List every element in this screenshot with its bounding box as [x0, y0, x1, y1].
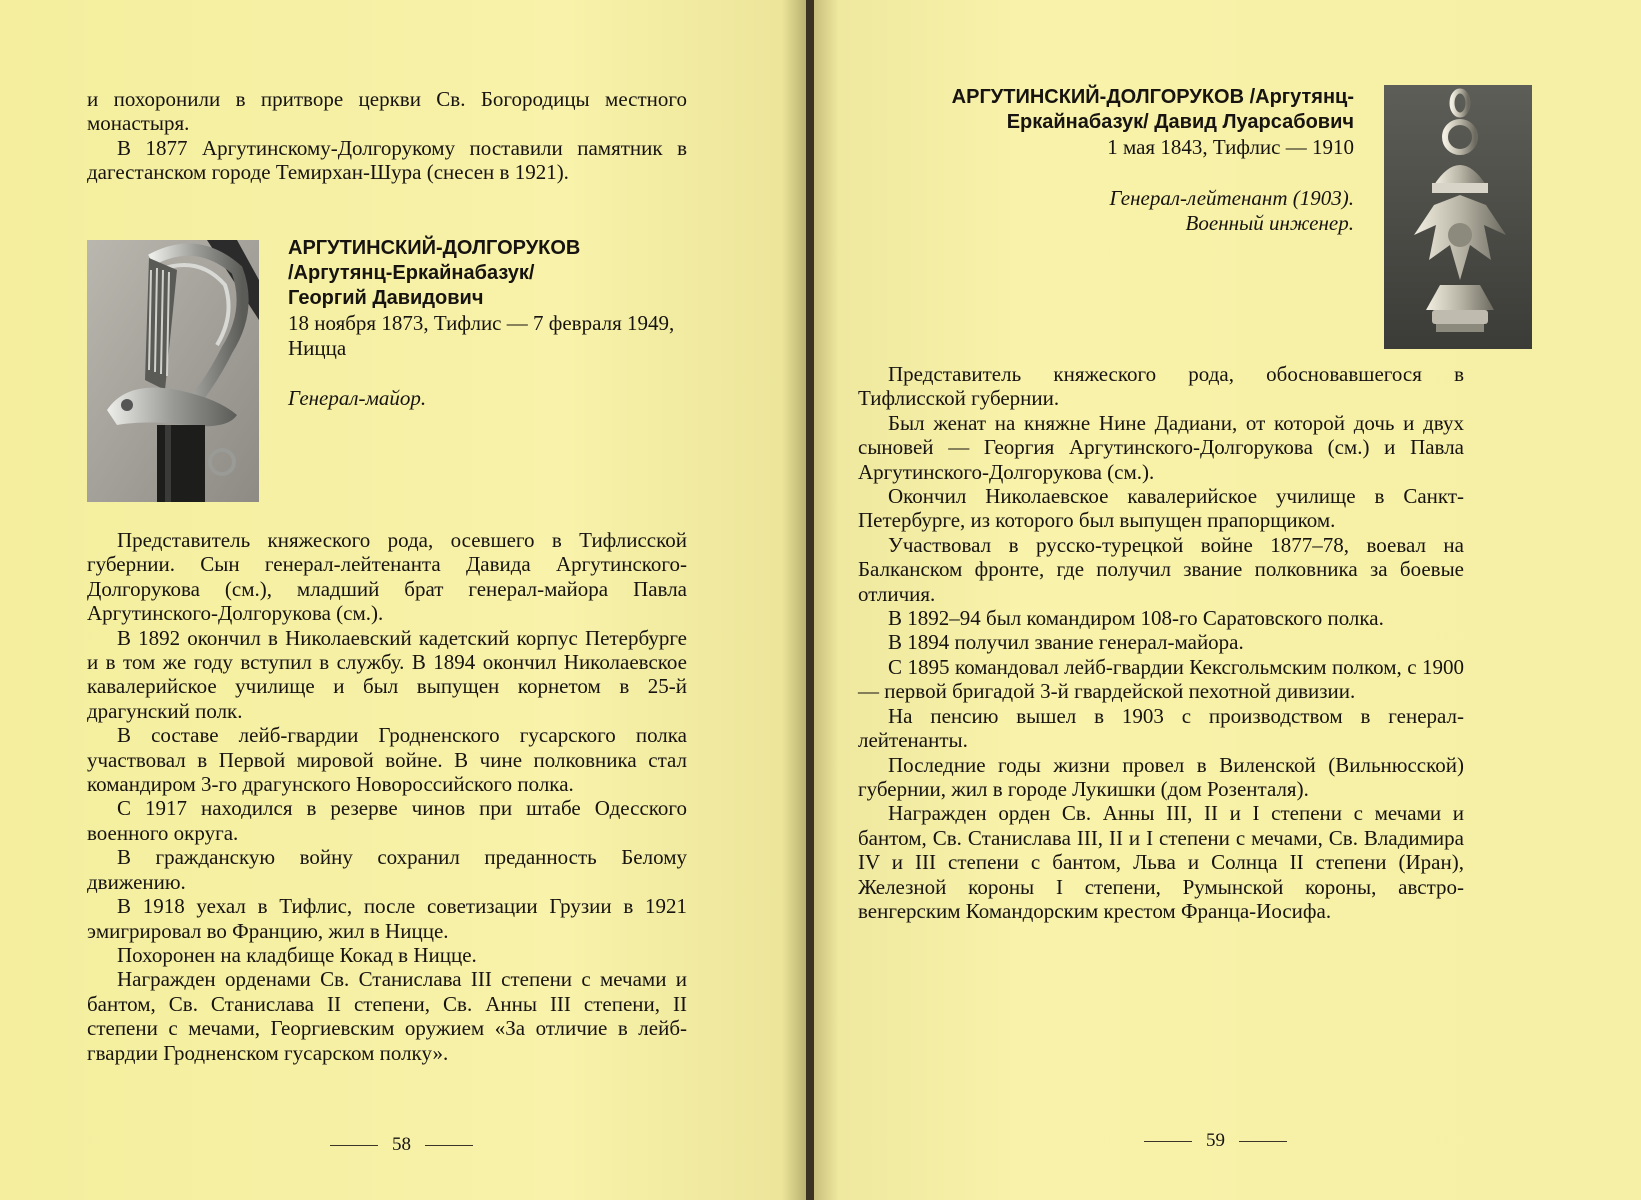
entry-name-line: Еркайнабазук/ Давид Луарсабович — [1006, 111, 1354, 133]
body-paragraph: Последние годы жизни провел в Виленской (Вильнюсской) губернии, жил в городе Лукишки (дом Розенталя). — [858, 752, 1464, 801]
continuation-paragraph: и похоронили в притворе церкви Св. Богородицы местного монастыря. — [87, 87, 687, 136]
entry-dates: 18 ноября 1873, Тифлис — 7 февраля 1949, Ницца — [288, 311, 675, 360]
continuation-text — [87, 87, 687, 185]
entry-header-david — [854, 85, 1354, 236]
entry-rank: Генерал-майор. — [288, 386, 427, 410]
entry-name-line: АРГУТИНСКИЙ-ДОЛГОРУКОВ /Аргутянц- — [951, 86, 1354, 108]
entry-header-georgy — [288, 236, 708, 411]
body-paragraph: Награжден орденами Св. Станислава III степени с мечами и бантом, Св. Станислава II степени, Св. Анны III степени, II степени с мечами, Георгиевским оружием «За отличие в лейб-гвардии Гродненском гусарском полку». — [87, 967, 687, 1065]
entry-name-line: /Аргутянц-Еркайнабазук/ — [288, 262, 535, 284]
page-number-left — [330, 1134, 473, 1156]
left-page — [0, 0, 806, 1200]
right-page — [814, 0, 1641, 1200]
entry-rank: Военный инженер. — [1185, 211, 1354, 235]
body-paragraph: Был женат на княжне Нине Дадиани, от которой дочь и двух сыновей — Георгия Аргутинского-Долгорукова (см.) и Павла Аргутинского-Долгорукова (см.). — [858, 410, 1464, 484]
page-number: 59 — [1206, 1130, 1225, 1151]
body-paragraph: Представитель княжеского рода, обосновавшегося в Тифлисской губернии. — [858, 362, 1464, 411]
book-gutter — [806, 0, 814, 1200]
order-badge-photo — [1384, 85, 1532, 349]
body-paragraph: В гражданскую войну сохранил преданность Белому движению. — [87, 845, 687, 894]
entry-name-line: Георгий Давидович — [288, 287, 484, 309]
body-paragraph: Представитель княжеского рода, осевшего в Тифлисской губернии. Сын генерал-лейтенанта Давида Аргутинского-Долгорукова (см.), младший брат генерал-майора Павла Аргутинского-Долгорукова (см.). — [87, 528, 687, 626]
entry-dates: 1 мая 1843, Тифлис — 1910 — [1107, 135, 1354, 159]
body-paragraph: Окончил Николаевское кавалерийское училище в Санкт-Петербурге, из которого был выпущен прапорщиком. — [858, 484, 1464, 533]
body-paragraph: В 1894 получил звание генерал-майора. — [888, 630, 1244, 655]
folio-rule — [1239, 1141, 1287, 1142]
folio-rule — [425, 1145, 473, 1146]
continuation-paragraph: В 1877 Аргутинскому-Долгорукому поставили памятник в дагестанском городе Темирхан-Шура (снесен в 1921). — [87, 135, 687, 185]
entry-rank: Генерал-лейтенант (1903). — [1109, 186, 1354, 210]
body-paragraph: В 1918 уехал в Тифлис, после советизации Грузии в 1921 эмигрировал во Францию, жил в Ницце. — [87, 894, 687, 943]
body-paragraph: На пенсию вышел в 1903 с производством в генерал-лейтенанты. — [858, 703, 1464, 753]
page-number: 58 — [392, 1134, 411, 1155]
body-paragraph: Награжден орден Св. Анны III, II и I степени с мечами и бантом, Св. Станислава III, II и I степени с мечами, Св. Владимира IV и III степени с бантом, Льва и Солнца II степени (Иран), Железной короны I степени, Румынской короны, австро-венгерским Командорским крестом Франца-Иосифа. — [858, 801, 1464, 923]
body-paragraph: В 1892–94 был командиром 108-го Саратовского полка. — [888, 606, 1384, 631]
body-paragraph: Участвовал в русско-турецкой войне 1877–78, воевал на Балканском фронте, где получил звание полковника за боевые отличия. — [858, 532, 1464, 606]
page-number-right — [1144, 1130, 1287, 1152]
folio-rule — [1144, 1141, 1192, 1142]
body-paragraph: Похоронен на кладбище Кокад в Ницце. — [117, 942, 477, 967]
body-paragraph: В 1892 окончил в Николаевский кадетский корпус Петербурге и в том же году вступил в службу. В 1894 окончил Николаевское кавалерийское училище и был выпущен корнетом в 25-й драгунский полк. — [87, 625, 687, 723]
sabre-photo — [87, 240, 259, 502]
entry-body-david — [858, 362, 1464, 923]
folio-rule — [330, 1145, 378, 1146]
body-paragraph: С 1917 находился в резерве чинов при штабе Одесского военного округа. — [87, 796, 687, 845]
body-paragraph: С 1895 командовал лейб-гвардии Кексгольмским полком, с 1900 — первой бригадой 3-й гвардейской пехотной дивизии. — [858, 654, 1464, 704]
entry-name-line: АРГУТИНСКИЙ-ДОЛГОРУКОВ — [288, 237, 581, 259]
body-paragraph: В составе лейб-гвардии Гродненского гусарского полка участвовал в Первой мировой войне. В чине полковника стал командиром 3-го драгунского Новороссийского полка. — [87, 723, 687, 797]
entry-body-georgy — [87, 528, 687, 1065]
